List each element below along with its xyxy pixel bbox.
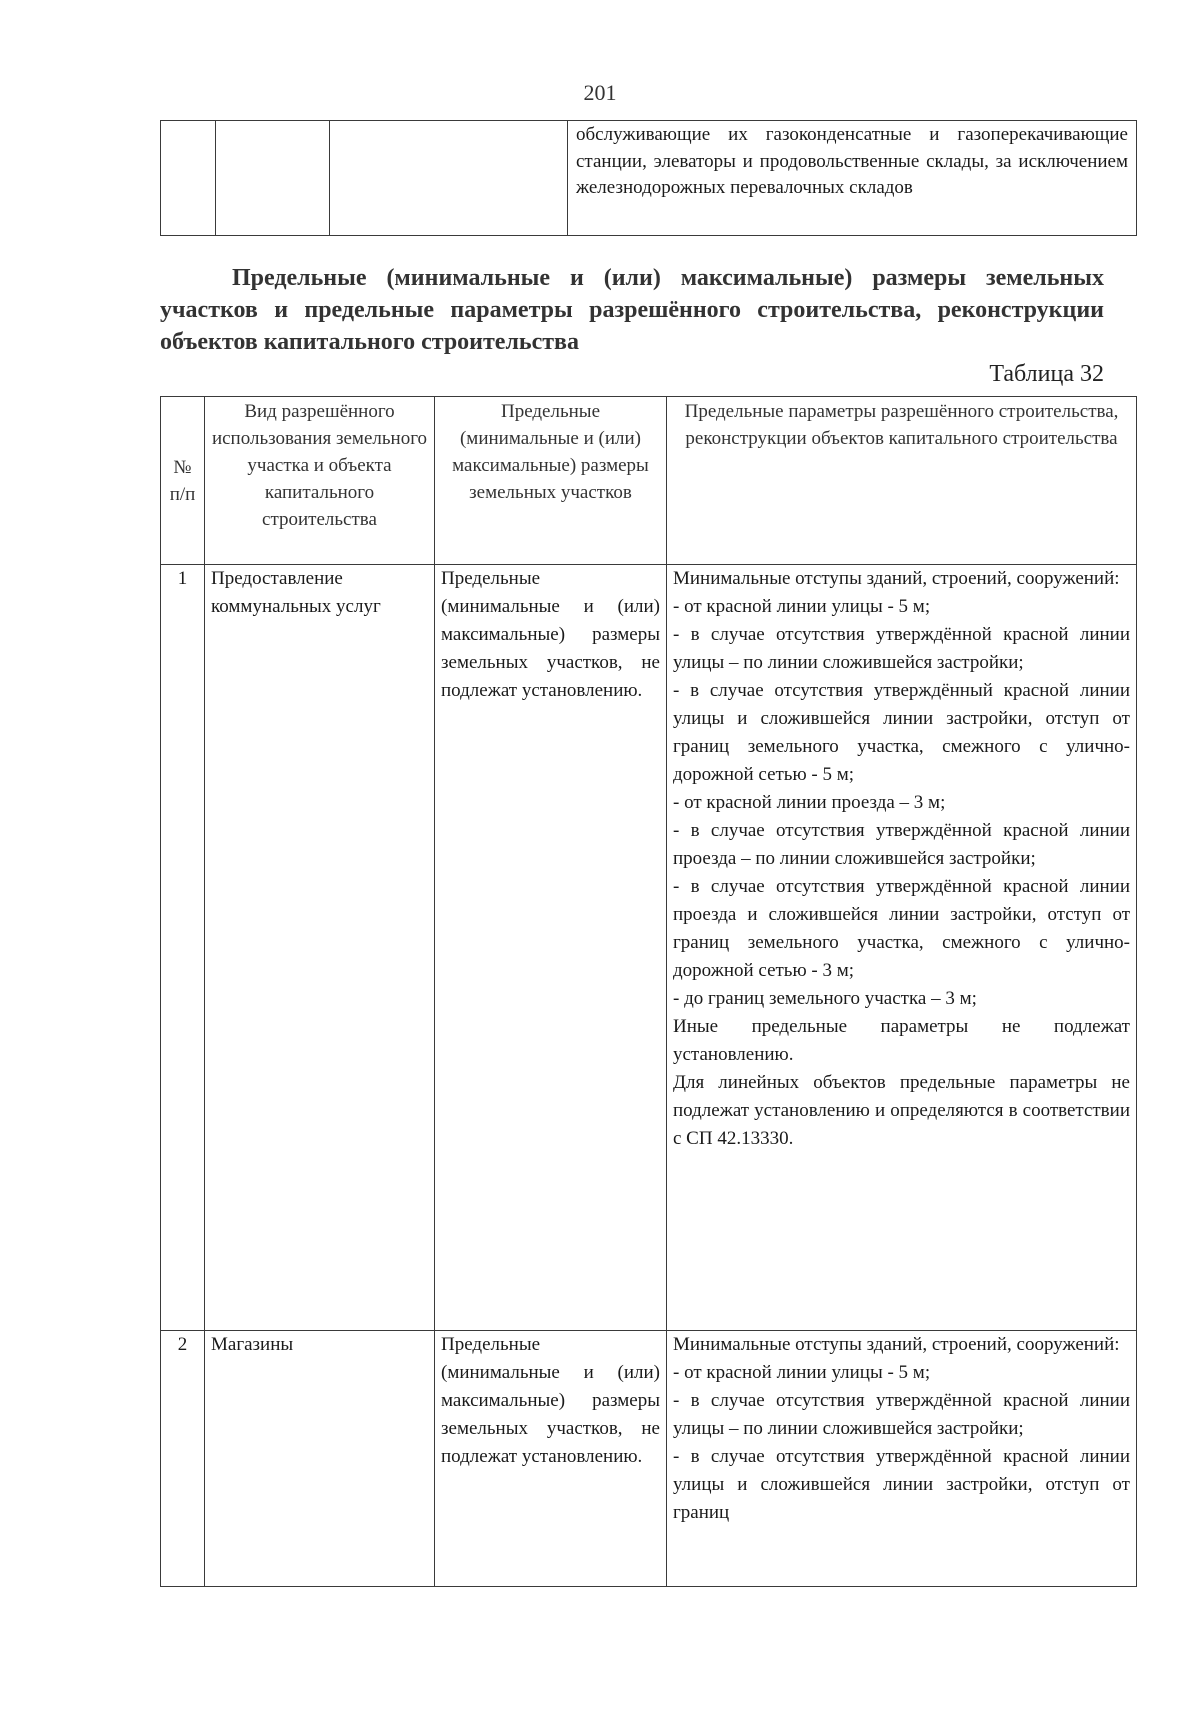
header-params: Предельные параметры разрешённого строительства, реконструкции объектов капитального строительства bbox=[667, 397, 1137, 565]
param-line: Минимальные отступы зданий, строений, сооружений: bbox=[673, 568, 1120, 589]
param-line: - в случае отсутствия утверждённый красной линии улицы и сложившейся линии застройки, отступ от границ земельного участка, смежного с улично-дорожной сетью - 5 м; bbox=[673, 680, 1130, 785]
continuation-text: обслуживающие их газоконденсатные и газоперекачивающие станции, элеваторы и продовольственные склады, за исключением железнодорожных перевалочных складов bbox=[568, 121, 1137, 236]
param-line: Иные предельные параметры не подлежат установлению. bbox=[673, 1016, 1130, 1065]
empty-cell bbox=[330, 121, 568, 236]
table-label: Таблица 32 bbox=[989, 361, 1104, 387]
row-number: 1 bbox=[161, 565, 205, 1331]
param-line: - в случае отсутствия утверждённой красной линии проезда – по линии сложившейся застройки; bbox=[673, 820, 1130, 869]
header-sizes: Предельные (минимальные и (или) максимальные) размеры земельных участков bbox=[435, 397, 667, 565]
plot-sizes: Предельные (минимальные и (или) максимальные) размеры земельных участков, не подлежат установлению. bbox=[435, 1331, 667, 1587]
empty-cell bbox=[216, 121, 330, 236]
param-line: - в случае отсутствия утверждённой красной линии улицы – по линии сложившейся застройки; bbox=[673, 624, 1130, 673]
table-row bbox=[161, 565, 1137, 1331]
param-line: - в случае отсутствия утверждённой красной линии улицы – по линии сложившейся застройки; bbox=[673, 1390, 1130, 1439]
continuation-table-fragment bbox=[160, 120, 1137, 236]
row-number: 2 bbox=[161, 1331, 205, 1587]
param-line: - от красной линии улицы - 5 м; bbox=[673, 1362, 931, 1383]
param-line: Для линейных объектов предельные параметры не подлежат установлению и определяются в соответствии с СП 42.13330. bbox=[673, 1072, 1130, 1149]
param-line: - от красной линии проезда – 3 м; bbox=[673, 792, 946, 813]
header-use: Вид разрешённого использования земельного участка и объекта капитального строительства bbox=[205, 397, 435, 565]
param-line: - до границ земельного участка – 3 м; bbox=[673, 988, 977, 1009]
param-line: Минимальные отступы зданий, строений, сооружений: bbox=[673, 1334, 1120, 1355]
header-num: № п/п bbox=[161, 397, 205, 565]
construction-params bbox=[667, 565, 1137, 1331]
param-line: - в случае отсутствия утверждённой красной линии улицы и сложившейся линии застройки, отступ от границ bbox=[673, 1446, 1130, 1523]
page-number: 201 bbox=[583, 80, 617, 105]
table-row bbox=[161, 121, 1137, 236]
table-row bbox=[161, 1331, 1137, 1587]
use-type: Предоставление коммунальных услуг bbox=[205, 565, 435, 1331]
limits-table bbox=[160, 396, 1137, 1587]
param-line: - от красной линии улицы - 5 м; bbox=[673, 596, 931, 617]
empty-cell bbox=[161, 121, 216, 236]
use-type: Магазины bbox=[205, 1331, 435, 1587]
table-header-row bbox=[161, 397, 1137, 565]
plot-sizes: Предельные (минимальные и (или) максимальные) размеры земельных участков, не подлежат установлению. bbox=[435, 565, 667, 1331]
section-title: Предельные (минимальные и (или) максимальные) размеры земельных участков и предельные параметры разрешённого строительства, реконструкции объектов капитального строительства bbox=[160, 265, 1104, 355]
construction-params bbox=[667, 1331, 1137, 1587]
param-line: - в случае отсутствия утверждённой красной линии проезда и сложившейся линии застройки, отступ от границ земельного участка, смежного с улично-дорожной сетью - 3 м; bbox=[673, 876, 1130, 981]
